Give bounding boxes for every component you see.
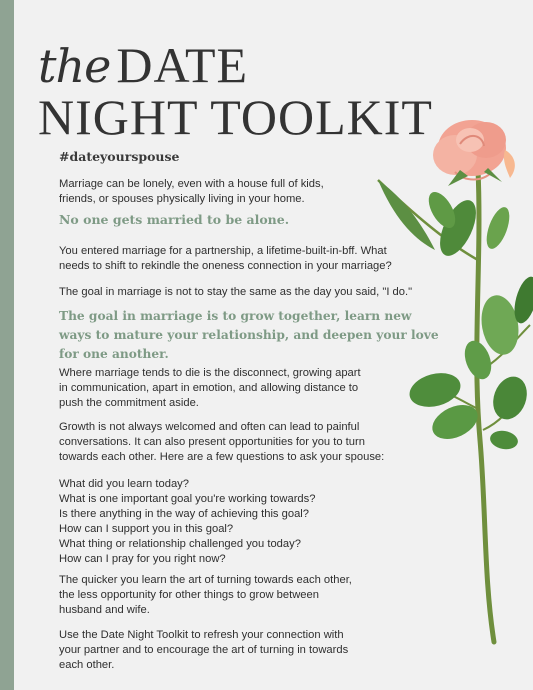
page-title-line1	[38, 37, 249, 93]
callout-grow-together: The goal in marriage is to grow together, learn new ways to mature your relationship, and deepen your love for one another.	[59, 309, 439, 361]
questions-list: What did you learn today? What is one important goal you're working towards? Is there anything in the way of achieving this goal? How can I support you in this goal? What thing or relationship challenged you today? How can I pray for you right now?	[59, 478, 316, 565]
sidebar-accent-bar	[0, 0, 14, 690]
hashtag: #dateyourspouse	[59, 149, 180, 164]
leaf	[487, 372, 532, 424]
rose-flower	[433, 120, 515, 186]
leaf	[406, 368, 465, 412]
page-title-line2: NIGHT TOOLKIT	[38, 89, 433, 145]
paragraph-disconnect: Where marriage tends to die is the disconnect, growing apart in communication, apart in emotion, and allowing distance to push the commitment aside.	[59, 367, 361, 409]
leaf	[378, 180, 435, 250]
rose-illustration	[360, 110, 533, 650]
paragraph-goal: The goal in marriage is not to stay the same as the day you said, "I do."	[59, 286, 413, 298]
leaf	[489, 429, 520, 452]
callout-alone: No one gets married to be alone.	[59, 212, 290, 227]
paragraph-growth: Growth is not always welcomed and often can lead to painful conversations. It can also present opportunities for you to turn towards each other. Here are a few questions to ask your spouse:	[59, 421, 385, 463]
title-the: the	[38, 39, 111, 93]
title-date: DATE	[116, 37, 249, 93]
paragraph-turning: The quicker you learn the art of turning towards each other, the less opportunity for other things to grow between husband and wife.	[59, 574, 352, 616]
paragraph-intro: Marriage can be lonely, even with a house full of kids, friends, or spouses physically living in your home.	[59, 178, 324, 205]
paragraph-partnership: You entered marriage for a partnership, a lifetime-built-in-bff. What needs to shift to rekindle the oneness connection in your marriage?	[59, 245, 392, 272]
paragraph-toolkit: Use the Date Night Toolkit to refresh your connection with your partner and to encourage the art of turning in towards each other.	[59, 629, 349, 671]
leaf	[482, 204, 514, 252]
